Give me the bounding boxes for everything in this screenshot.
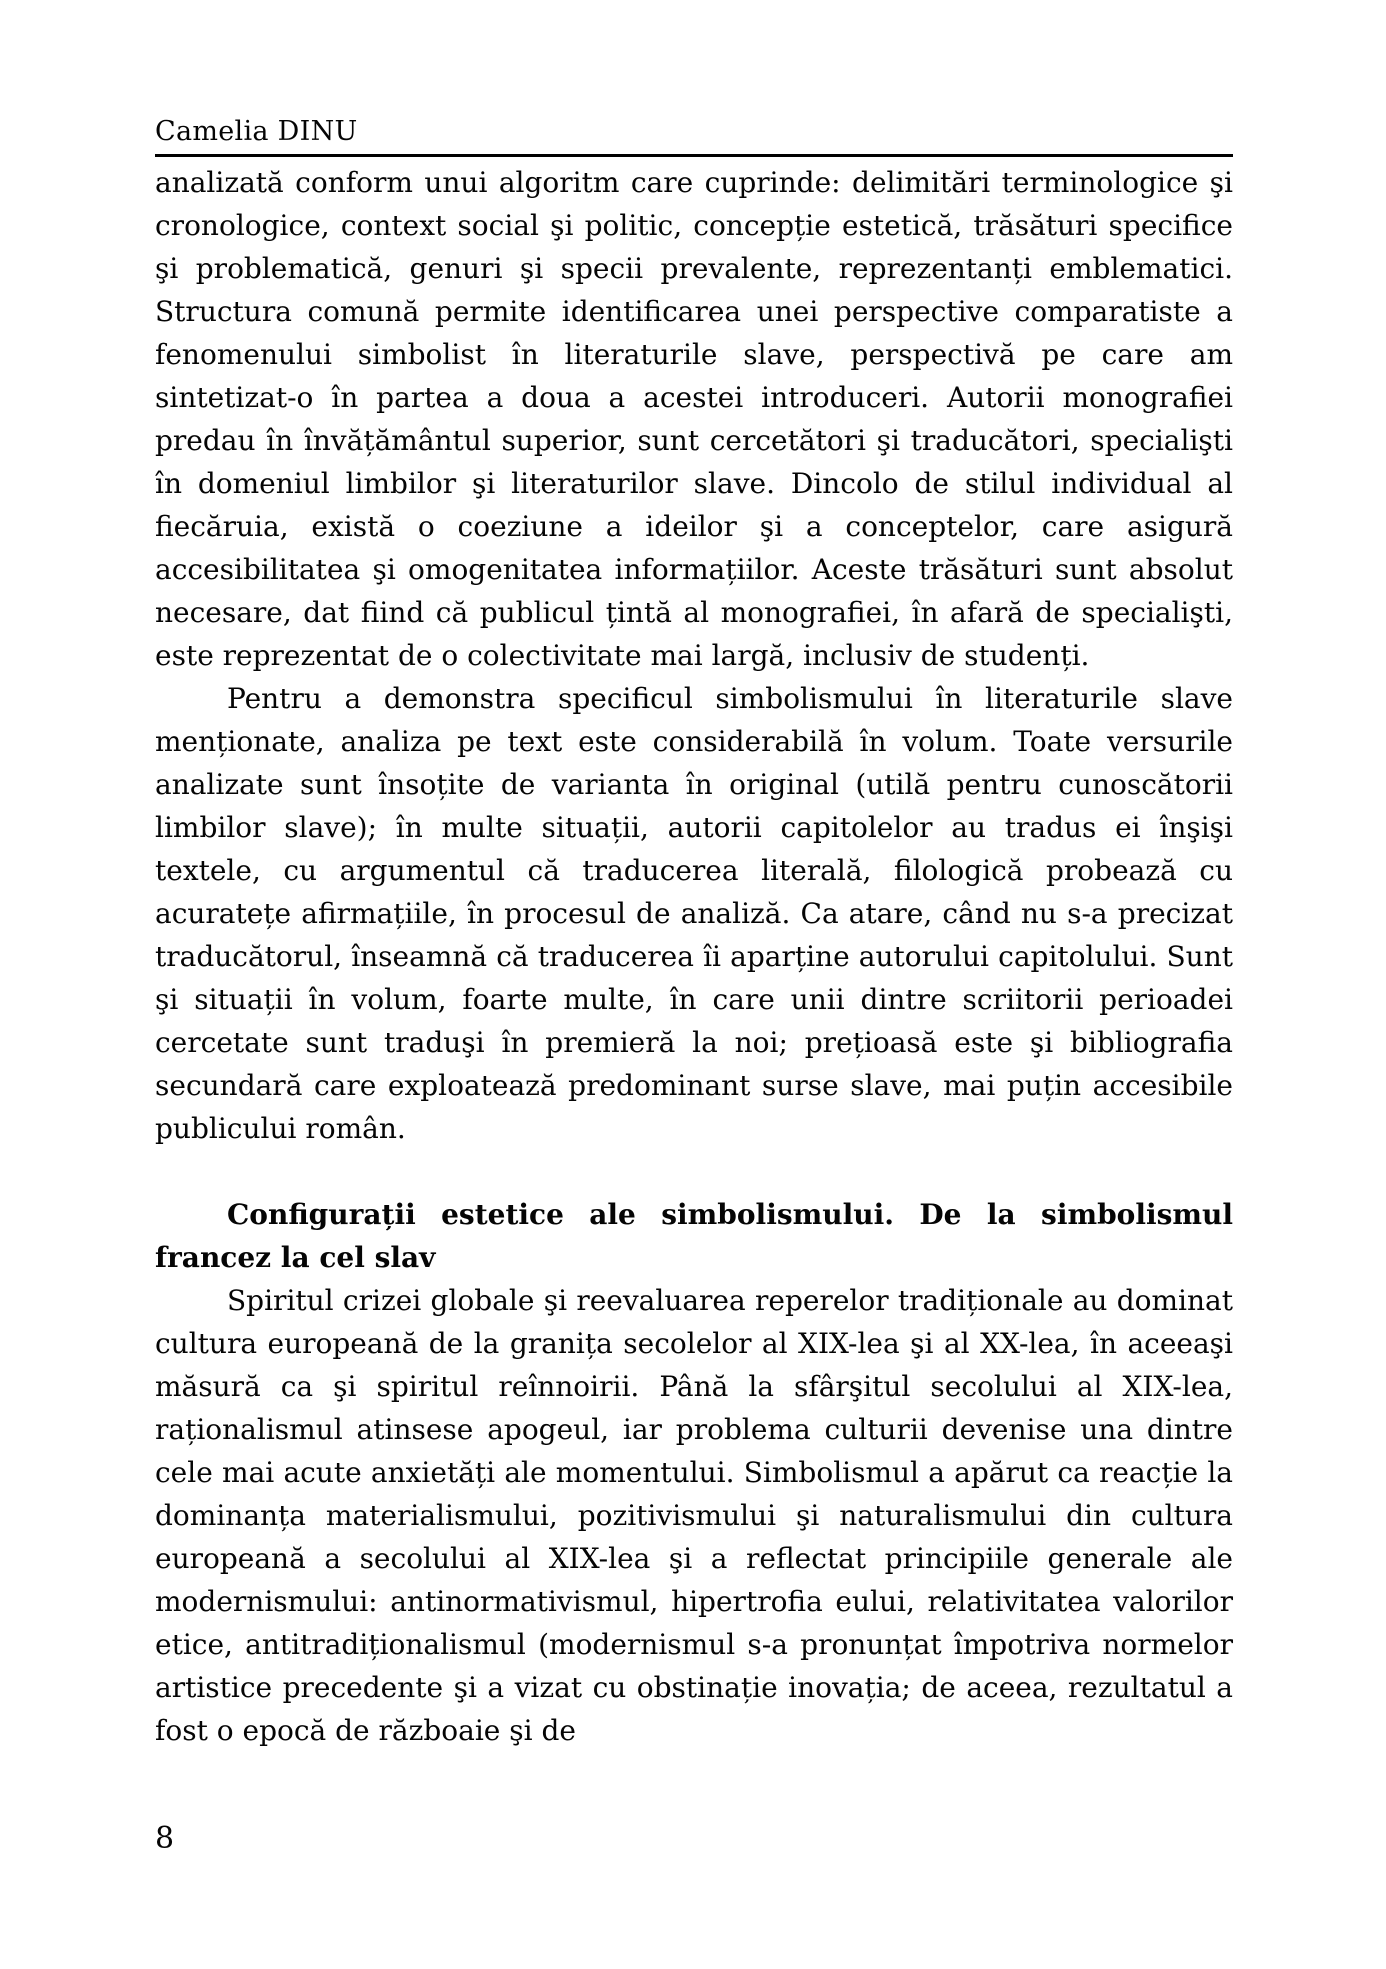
paragraph: Pentru a demonstra specificul simbolismului în literaturile slave menționate, analiza pe text este considerabilă în volum. Toate versurile analizate sunt însoțite de varianta în original (utilă pentru cunoscătorii limbilor slave); în multe situații, autorii capitolelor au tradus ei înşişi textele, cu argumentul că traducerea literală, filologică probează cu acuratețe afirmațiile, în procesul de analiză. Ca atare, când nu s-a precizat traducătorul, înseamnă că traducerea îi aparține autorului capitolului. Sunt şi situații în volum, foarte multe, în care unii dintre scriitorii perioadei cercetate sunt traduşi în premieră la noi; prețioasă este şi bibliografia secundară care exploatează predominant surse slave, mai puțin accesibile publicului român. bbox=[155, 682, 1233, 1145]
page-number: 8 bbox=[155, 1821, 175, 1856]
page-header bbox=[155, 116, 1233, 157]
paragraph: analizată conform unui algoritm care cuprinde: delimitări terminologice şi cronologice, context social şi politic, concepție estetică, trăsături specifice şi problematică, genuri şi specii prevalente, reprezentanți emblematici. Structura comună permite identificarea unei perspective comparatiste a fenomenului simbolist în literaturile slave, perspectivă pe care am sintetizat-o în partea a doua a acestei introduceri. Autorii monografiei predau în învățământul superior, sunt cercetători şi traducători, specialişti în domeniul limbilor şi literaturilor slave. Dincolo de stilul individual al fiecăruia, există o coeziune a ideilor şi a conceptelor, care asigură accesibilitatea şi omogenitatea informațiilor. Aceste trăsături sunt absolut necesare, dat fiind că publicul țintă al monografiei, în afară de specialişti, este reprezentat de o colectivitate mai largă, inclusiv de studenți. bbox=[155, 166, 1233, 672]
page-body bbox=[155, 161, 1233, 1752]
section-heading: Configurații estetice ale simbolismului. De la simbolismul francez la cel slav bbox=[155, 1198, 1233, 1274]
header-rule bbox=[155, 154, 1233, 157]
paragraph: Spiritul crizei globale şi reevaluarea reperelor tradiționale au dominat cultura europeană de la granița secolelor al XIX-lea şi al XX-lea, în aceeaşi măsură ca şi spiritul reînnoirii. Până la sfârşitul secolului al XIX-lea, raționalismul atinsese apogeul, iar problema culturii devenise una dintre cele mai acute anxietăți ale momentului. Simbolismul a apărut ca reacție la dominanța materialismului, pozitivismului şi naturalismului din cultura europeană a secolului al XIX-lea şi a reflectat principiile generale ale modernismului: antinormativismul, hipertrofia eului, relativitatea valorilor etice, antitradiționalismul (modernismul s-a pronunțat împotriva normelor artistice precedente şi a vizat cu obstinație inovația; de aceea, rezultatul a fost o epocă de războaie şi de bbox=[155, 1284, 1233, 1747]
running-header-author: Camelia DINU bbox=[155, 116, 358, 147]
